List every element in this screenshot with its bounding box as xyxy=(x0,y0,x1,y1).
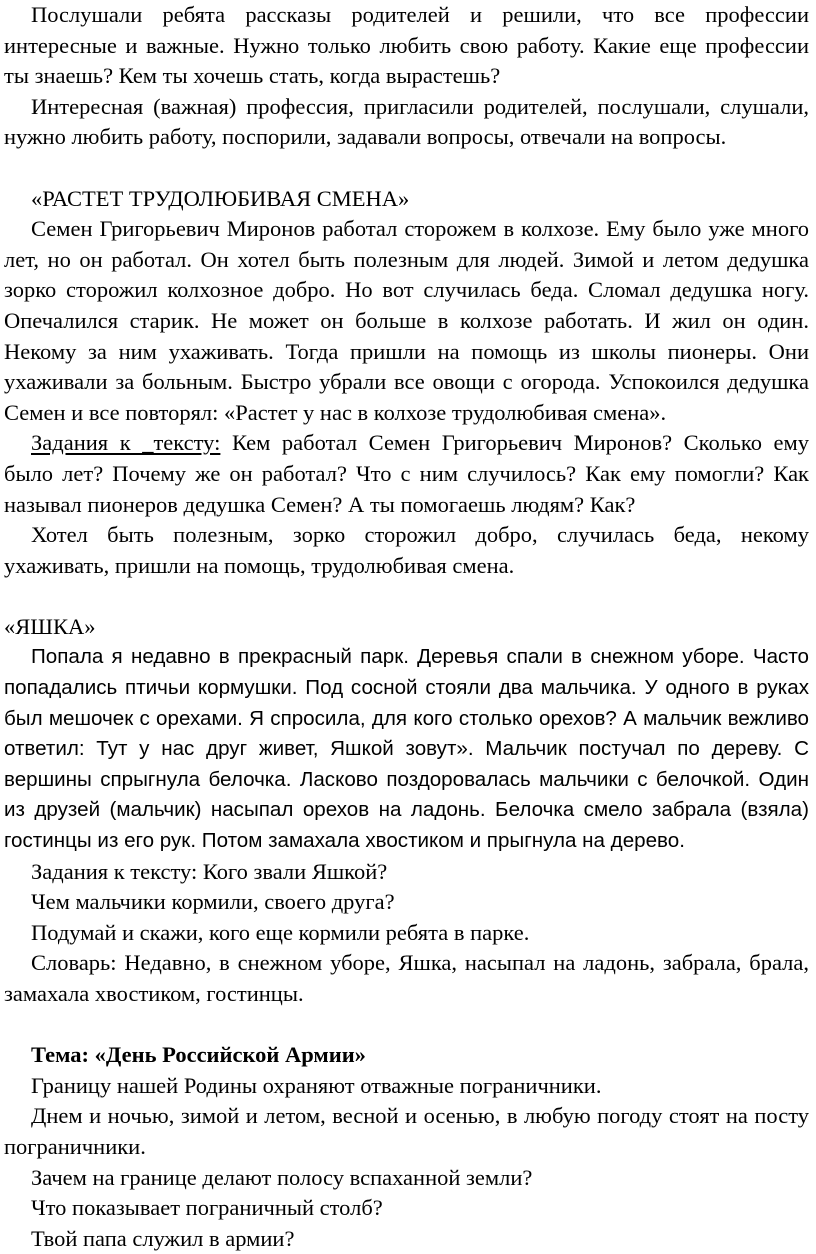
story1-text: Семен Григорьевич Миронов работал сторожем в колхозе. Ему было уже много лет, но он работал. Он хотел быть полезным для людей. Зимой и летом дедушка зорко сторожил колхозное добро. Но вот случилась беда. Сломал дедушка ногу. Опечалился старик. Не может он больше в колхозе работать. И жил он один. Некому за ним ухаживать. Тогда пришли на помощь из школы пионеры. Они ухаживали за больным. Быстро убрали все овощи с огорода. Успокоился дедушка Семен и все повторял: «Растет у нас в колхозе трудолюбивая смена». xyxy=(4,216,809,425)
story1-vocabulary: Хотел быть полезным, зорко сторожил добро, случилась беда, некому ухаживать, пришли на помощь, трудолюбивая смена. xyxy=(4,522,809,578)
tasks-questions: Кем работал Семен Григорьевич Миронов? Сколько ему было лет? Почему же он работал? Что с ним случилось? Как ему помогли? Как называл пионеров дедушка Семен? А ты помогаешь людям? Как? xyxy=(4,430,809,517)
story2-question-2: Чем мальчики кормили, своего друга? xyxy=(31,889,395,915)
topic-title: Тема: «День Российской Армии» xyxy=(31,1042,366,1068)
topic-question-3: Твой папа служил в армии? xyxy=(31,1225,295,1251)
story1-tasks xyxy=(0,428,816,520)
story2-question-1: Задания к тексту: Кого звали Яшкой? xyxy=(31,858,388,884)
story2-text: Попала я недавно в прекрасный парк. Деревья спали в снежном уборе. Часто попадались птичьи кормушки. Под сосной стояли два мальчика. У одного в руках был мешочек с орехами. Я спросила, для кого столько орехов? А мальчик вежливо ответил: Тут у нас друг живет, Яшкой зовут». Мальчик постучал по дереву. С вершины спрыгнула белочка. Ласково поздоровалась мальчики с белочкой. Один из друзей (мальчик) насыпал орехов на ладонь. Белочка смело забрала (взяла) гостинцы из его рук. Потом замахала хвостиком и прыгнула на дерево. xyxy=(4,645,809,853)
story1-title: «РАСТЕТ ТРУДОЛЮБИВАЯ СМЕНА» xyxy=(31,185,410,211)
story2-question-3: Подумай и скажи, кого еще кормили ребята в парке. xyxy=(31,919,530,945)
intro-paragraph: Послушали ребята рассказы родителей и решили, что все профессии интересные и важные. Нужно только любить свою работу. Какие еще профессии ты знаешь? Кем ты хочешь стать, когда вырастешь? xyxy=(4,2,809,89)
topic-line-1: Границу нашей Родины охраняют отважные пограничники. xyxy=(31,1072,602,1098)
story2-vocabulary: Словарь: Недавно, в снежном уборе, Яшка, насыпал на ладонь, забрала, брала, замахала хвостиком, гостинцы. xyxy=(4,950,809,1006)
topic-line-2: Днем и ночью, зимой и летом, весной и осенью, в любую погоду стоят на посту пограничники. xyxy=(4,1103,809,1159)
topic-question-1: Зачем на границе делают полосу вспаханной земли? xyxy=(31,1164,533,1190)
topic-question-2: Что показывает пограничный столб? xyxy=(31,1195,383,1221)
story2-title: «ЯШКА» xyxy=(4,613,96,639)
tasks-label: Задания к _тексту: xyxy=(31,430,221,456)
intro-vocabulary: Интересная (важная) профессия, пригласили родителей, послушали, слушали, нужно любить работу, поспорили, задавали вопросы, отвечали на вопросы. xyxy=(4,93,809,150)
